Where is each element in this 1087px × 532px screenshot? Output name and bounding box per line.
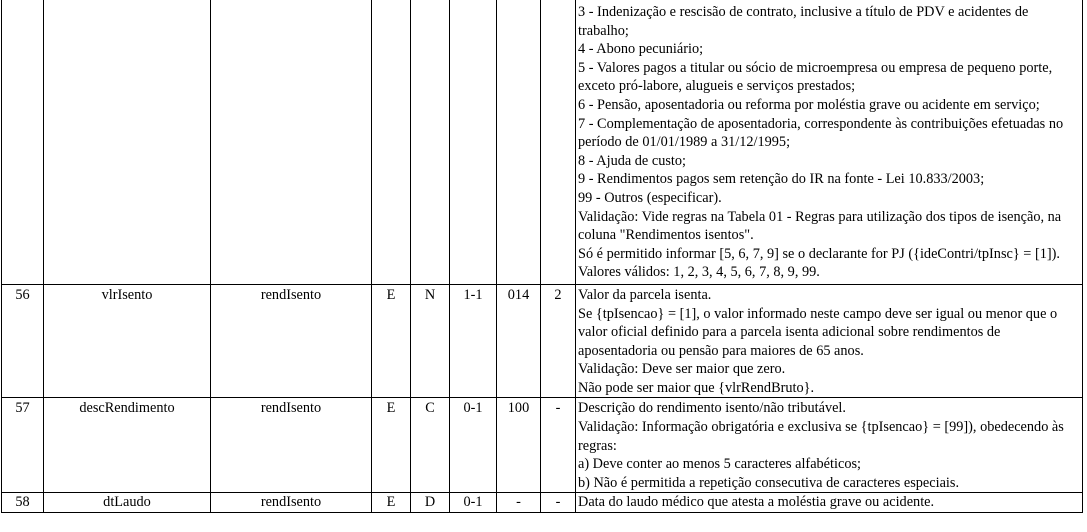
cell-dec: 2 (541, 284, 576, 398)
cell-elem (372, 493, 411, 513)
cell-text: dtLaudo (103, 494, 151, 511)
cell-field (44, 493, 211, 513)
cell-type (411, 0, 450, 284)
table-row-56 (2, 284, 1083, 398)
cell-parent: rendIsento (211, 398, 372, 493)
desc-line: Não pode ser maior que {vlrRendBruto}. (578, 379, 815, 396)
cell-desc (576, 284, 1083, 398)
desc-line: a) Deve conter ao menos 5 caracteres alfabéticos; (578, 456, 862, 473)
desc-line: 9 - Rendimentos pagos sem retenção do IR na fonte - Lei 10.833/2003; (578, 171, 985, 188)
cell-occ: 0-1 (450, 398, 497, 493)
cell-parent: rendIsento (211, 284, 372, 398)
cell-elem (372, 0, 411, 284)
cell-size: 014 (497, 284, 541, 398)
cell-occ (450, 493, 497, 513)
cell-size (497, 493, 541, 513)
cell-desc (576, 398, 1083, 493)
desc-line: Validação: Deve ser maior que zero. (578, 361, 786, 378)
cell-type: N (411, 284, 450, 398)
cell-size (497, 0, 541, 284)
cell-type: C (411, 398, 450, 493)
cell-text: - (516, 494, 521, 511)
cell-text: 0-1 (463, 494, 483, 511)
desc-line: Valores válidos: 1, 2, 3, 4, 5, 6, 7, 8, 9, 99. (578, 264, 820, 281)
cell-occ (450, 0, 497, 284)
cell-field: vlrIsento (44, 284, 211, 398)
table-row-prev (2, 0, 1083, 284)
desc-line: 3 - Indenização e rescisão de contrato, inclusive a título de PDV e acidentes de trabalho; (578, 4, 1029, 39)
desc-line: Validação: Informação obrigatória e exclusiva se {tpIsencao} = [99]), obedecendo às regras: (578, 419, 1064, 454)
field-spec-table (1, 0, 1083, 513)
cell-text: E (386, 494, 396, 511)
cell-text: D (424, 494, 436, 511)
cell-dec: - (541, 398, 576, 493)
cell-field (44, 0, 211, 284)
cell-desc (576, 493, 1083, 513)
desc-line: 6 - Pensão, aposentadoria ou reforma por moléstia grave ou acidente em serviço; (578, 96, 1040, 113)
cell-field: descRendimento (44, 398, 211, 493)
cell-type (411, 493, 450, 513)
desc-line: 8 - Ajuda de custo; (578, 152, 687, 169)
cell-num (2, 493, 44, 513)
cell-occ: 1-1 (450, 284, 497, 398)
cell-num (2, 0, 44, 284)
cell-num: 56 (2, 284, 44, 398)
cell-text: Data do laudo médico que atesta a moléstia grave ou acidente. (578, 494, 935, 511)
cell-elem: E (372, 398, 411, 493)
desc-line: 99 - Outros (especificar). (578, 189, 722, 206)
desc-line: Descrição do rendimento isento/não tributável. (578, 400, 846, 417)
cell-text: 58 (15, 494, 30, 511)
table-row-58 (2, 493, 1083, 513)
desc-line: Se {tpIsencao} = [1], o valor informado neste campo deve ser igual ou menor que o valor oficial definido para a parcela isenta adicional sobre rendimentos de aposentadoria ou pensão para maiores de 65 anos. (578, 305, 1058, 359)
cell-desc (576, 0, 1083, 284)
table-row-57 (2, 398, 1083, 493)
cell-text: - (555, 494, 561, 511)
desc-line: 4 - Abono pecuniário; (578, 41, 704, 58)
cell-elem: E (372, 284, 411, 398)
desc-line: b) Não é permitida a repetição consecutiva de caracteres especiais. (578, 474, 960, 491)
cell-num: 57 (2, 398, 44, 493)
desc-line: Valor da parcela isenta. (578, 286, 712, 303)
cell-parent (211, 493, 372, 513)
desc-line: Só é permitido informar [5, 6, 7, 9] se o declarante for PJ ({ideContri/tpInsc} = [1]). (578, 245, 1060, 262)
desc-line: Validação: Vide regras na Tabela 01 - Regras para utilização dos tipos de isenção, na coluna "Rendimentos isentos". (578, 208, 1062, 244)
cell-parent (211, 0, 372, 284)
cell-dec (541, 0, 576, 284)
cell-size: 100 (497, 398, 541, 493)
desc-line: 7 - Complementação de aposentadoria, correspondente às contribuições efetuadas no período de 01/01/1989 a 31/12/1995; (578, 115, 1064, 151)
cell-text: rendIsento (260, 494, 322, 511)
cell-dec (541, 493, 576, 513)
desc-line: 5 - Valores pagos a titular ou sócio de microempresa ou empresa de pequeno porte, exceto pró-labore, alugueis e serviços prestados; (578, 59, 1053, 95)
